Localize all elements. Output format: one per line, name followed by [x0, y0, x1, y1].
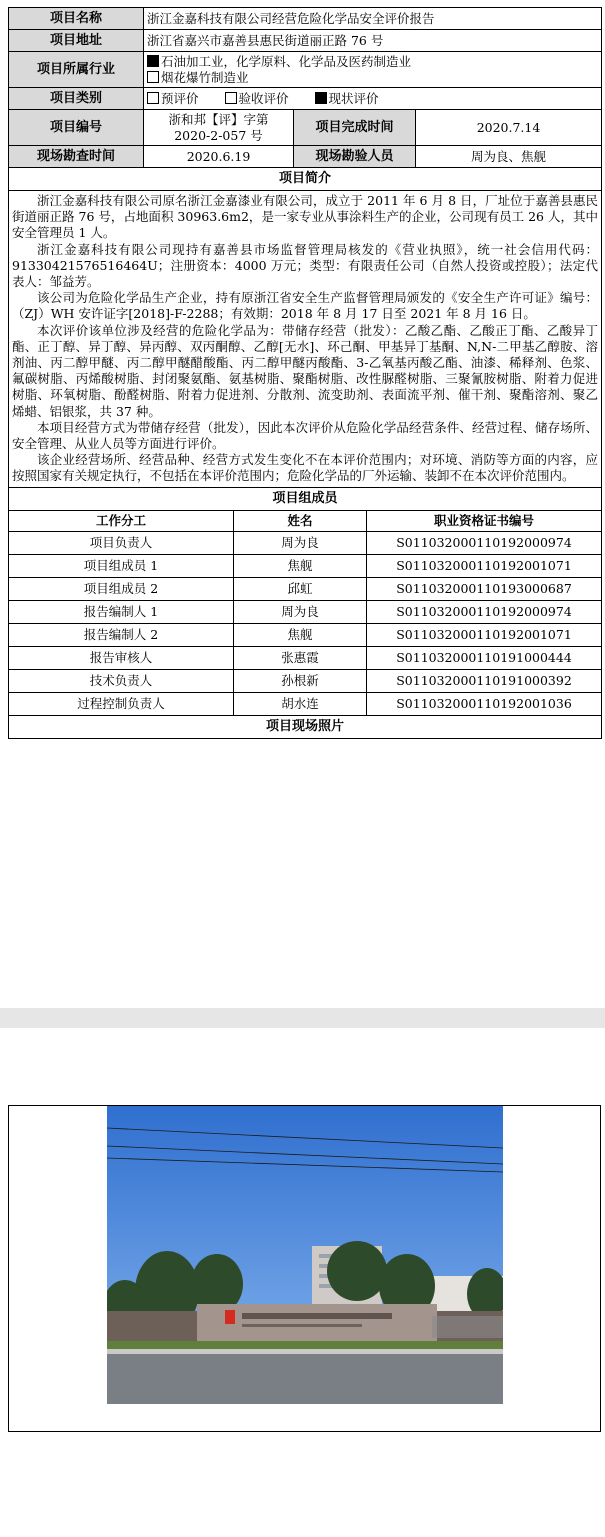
industry-option-1: 石油加工业，化学原料、化学品及医药制造业 [147, 54, 598, 70]
page-break-band [0, 1008, 605, 1028]
photos-title: 项目现场照片 [9, 715, 602, 738]
member-role: 报告审核人 [9, 646, 234, 669]
member-cert: S011032000110192000974 [367, 600, 602, 623]
member-name: 孙根新 [234, 669, 367, 692]
member-name: 张惠霞 [234, 646, 367, 669]
table-row [9, 600, 602, 623]
member-role: 项目组成员 1 [9, 554, 234, 577]
survey-staff-label: 现场勘验人员 [294, 146, 416, 168]
col-header-cert: 职业资格证书编号 [367, 510, 602, 531]
member-role: 报告编制人 2 [9, 623, 234, 646]
address-label: 项目地址 [9, 30, 144, 52]
member-cert: S011032000110191000444 [367, 646, 602, 669]
company-logo-icon [225, 1310, 235, 1324]
member-role: 项目负责人 [9, 531, 234, 554]
member-cert: S011032000110192001071 [367, 623, 602, 646]
project-name-label: 项目名称 [9, 8, 144, 30]
document [8, 7, 601, 739]
industry-options [144, 52, 602, 88]
member-cert: S011032000110192000974 [367, 531, 602, 554]
intro-paragraph: 浙江金嘉科技有限公司原名浙江金嘉漆业有限公司，成立于 2011 年 6 月 8 日，厂址位于嘉善县惠民街道丽正路 76 号，占地面积 30963.6m2，是一家专业从事涂料生产的企业，公司现有员工 26 人，其中安全管理员 1 人。 [12, 193, 598, 241]
project-info-table [8, 7, 602, 488]
intro-paragraph: 该公司为危险化学品生产企业，持有原浙江省安全生产监督管理局颁发的《安全生产许可证》编号：（ZJ）WH 安许证字[2018]-F-2288；有效期：2018 年 8 月 17 日至 2021 年 8 月 16 日。 [12, 290, 598, 322]
member-cert: S011032000110192001071 [367, 554, 602, 577]
project-number-line2: 2020-2-057 号 [174, 127, 263, 143]
table-row [9, 623, 602, 646]
member-name: 焦舰 [234, 554, 367, 577]
member-name: 周为良 [234, 531, 367, 554]
survey-time-label: 现场勘查时间 [9, 146, 144, 168]
intro-paragraph: 本项目经营方式为带储存经营（批发），因此本次评价从危险化学品经营条件、经营过程、储存场所、安全管理、从业人员等方面进行评价。 [12, 419, 598, 452]
category-label: 项目类别 [9, 88, 144, 110]
checkbox-checked-icon [147, 55, 159, 67]
intro-body [9, 191, 602, 488]
site-photo-frame [8, 1105, 601, 1432]
number-label: 项目编号 [9, 110, 144, 146]
table-row [9, 577, 602, 600]
sliding-gate [432, 1316, 503, 1338]
member-cert: S011032000110192001036 [367, 692, 602, 715]
completion-label: 项目完成时间 [294, 110, 416, 146]
checkbox-empty-icon [147, 71, 159, 83]
category-options [144, 88, 602, 110]
member-role: 过程控制负责人 [9, 692, 234, 715]
intro-paragraph: 该企业经营场所、经营品种、经营方式发生变化不在本评价范围内；对环境、消防等方面的内容，应按照国家有关规定执行，不包括在本评价范围内；危险化学品的厂外运输、装卸不在本次评价范围内。 [12, 452, 598, 484]
col-header-role: 工作分工 [9, 510, 234, 531]
site-photo [107, 1106, 503, 1404]
table-row [9, 646, 602, 669]
survey-time: 2020.6.19 [144, 146, 294, 168]
member-cert: S011032000110191000392 [367, 669, 602, 692]
project-number [144, 110, 294, 146]
table-row [9, 554, 602, 577]
table-row [9, 669, 602, 692]
member-name: 胡水连 [234, 692, 367, 715]
industry-option-2: 烟花爆竹制造业 [147, 70, 598, 86]
intro-title: 项目简介 [9, 168, 602, 191]
survey-staff: 周为良、焦舰 [416, 146, 602, 168]
project-name-value: 浙江金嘉科技有限公司经营危险化学品安全评价报告 [144, 8, 602, 30]
member-name: 周为良 [234, 600, 367, 623]
category-option-current: 现状评价 [315, 91, 379, 106]
checkbox-checked-icon [315, 92, 327, 104]
road [107, 1349, 503, 1404]
curb [107, 1349, 503, 1354]
member-name: 焦舰 [234, 623, 367, 646]
members-table [8, 487, 602, 739]
col-header-name: 姓名 [234, 510, 367, 531]
table-row [9, 531, 602, 554]
member-name: 邱虹 [234, 577, 367, 600]
checkbox-empty-icon [147, 92, 159, 104]
site-photo-image [107, 1106, 503, 1404]
members-title: 项目组成员 [9, 487, 602, 510]
checkbox-empty-icon [225, 92, 237, 104]
intro-paragraph: 浙江金嘉科技有限公司现持有嘉善县市场监督管理局核发的《营业执照》，统一社会信用代码：91330421576516464U；注册资本：4000 万元；类型：有限责任公司（自然人投资或控股）；法定代表人：邹益芳。 [12, 241, 598, 290]
category-option-acceptance: 验收评价 [225, 91, 289, 106]
category-option-pre: 预评价 [147, 91, 199, 106]
completion-date: 2020.7.14 [416, 110, 602, 146]
industry-label: 项目所属行业 [9, 52, 144, 88]
project-number-line1: 浙和邦【评】字第 [168, 111, 269, 127]
member-cert: S011032000110193000687 [367, 577, 602, 600]
table-row [9, 692, 602, 715]
member-role: 报告编制人 1 [9, 600, 234, 623]
hedge [107, 1341, 503, 1349]
intro-paragraph: 本次评价该单位涉及经营的危险化学品为：带储存经营（批发）：乙酸乙酯、乙酸正丁酯、乙酸异丁酯、正丁醇、异丁醇、异丙醇、双丙酮醇、乙醇[无水]、环己酮、甲基异丁基酮、N,N-二甲基乙醇胺、溶剂油、丙二醇甲醚、丙二醇甲醚醋酸酯、丙二醇甲醚丙酸酯、3-乙氧基丙酸乙酯、油漆、稀释剂、色浆、氟碳树脂、丙烯酸树脂、封闭聚氨酯、氨基树脂、聚酯树脂、改性脲醛树脂、三聚氰胺树脂、附着力促进树脂、环氧树脂、酚醛树脂、附着力促进剂、分散剂、流变助剂、表面流平剂、催干剂、聚酯溶剂、聚乙烯蜡、铝银浆，共 37 种。 [12, 322, 598, 419]
address-value: 浙江省嘉兴市嘉善县惠民街道丽正路 76 号 [144, 30, 602, 52]
member-role: 项目组成员 2 [9, 577, 234, 600]
member-role: 技术负责人 [9, 669, 234, 692]
